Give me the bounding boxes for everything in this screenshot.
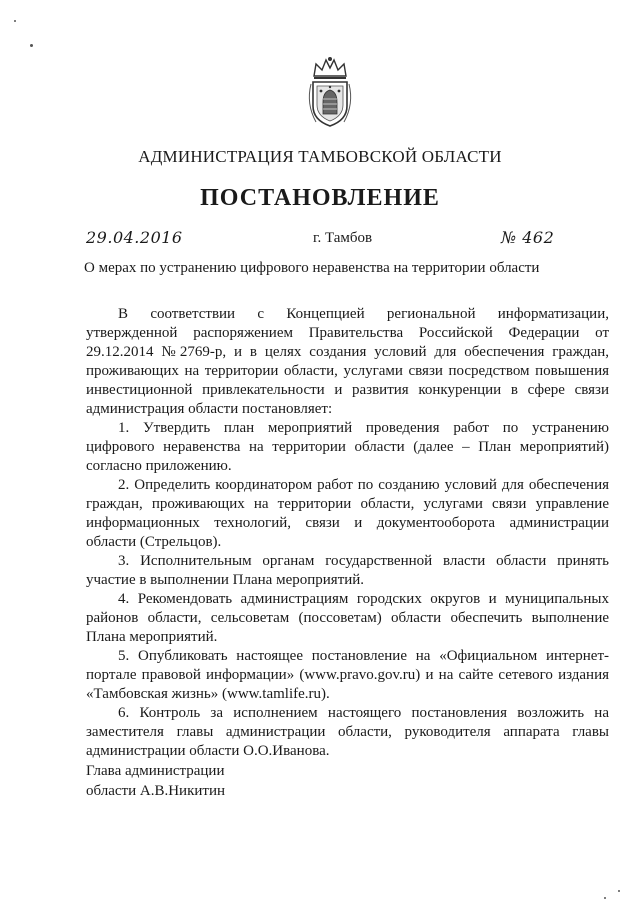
signature-name: области А.В.Никитин	[86, 783, 226, 799]
organization-name: АДМИНИСТРАЦИЯ ТАМБОВСКОЙ ОБЛАСТИ	[138, 147, 502, 166]
item-paragraph: 5. Опубликовать настоящее постановление на «Официальном интернет-портале правовой информации» (www.pravo.gov.ru) и на сайте сетевого издания «Тамбовская жизнь» (www.tamlife.ru).	[86, 648, 609, 702]
scan-speck	[618, 890, 620, 892]
document-city: г. Тамбов	[313, 230, 373, 246]
tambov-coat-of-arms-icon	[304, 54, 356, 130]
document-date: 29.04.2016	[86, 228, 183, 247]
scan-speck	[604, 897, 606, 899]
item-paragraph: 2. Определить координатором работ по созданию условий для обеспечения граждан, проживающих на территории области, услугами связи управление информационных технологий, связи и документооборота администрации области (Стрельцов).	[86, 477, 609, 550]
signature-block	[86, 761, 225, 801]
item-paragraph: 3. Исполнительным органам государственной власти области принять участие в выполнении Плана мероприятий.	[86, 553, 609, 588]
signature-title: Глава администрации	[86, 763, 225, 779]
document-type-title: ПОСТАНОВЛЕНИЕ	[200, 185, 440, 211]
document-number: № 462	[501, 228, 555, 247]
document-subject: О мерах по устранению цифрового неравенства на территории области	[84, 260, 540, 276]
scan-speck	[30, 44, 33, 47]
document-body	[86, 305, 609, 761]
scan-speck	[14, 20, 16, 22]
item-paragraph: 1. Утвердить план мероприятий проведения работ по устранению цифрового неравенства на территории области (далее – План мероприятий) согласно приложению.	[86, 420, 609, 474]
item-paragraph: 6. Контроль за исполнением настоящего постановления возложить на заместителя главы администрации области, руководителя аппарата главы администрации области О.О.Иванова.	[86, 705, 609, 759]
preamble-paragraph: В соответствии с Концепцией региональной информатизации, утвержденной распоряжением Правительства Российской Федерации от 29.12.2014 №2769-р, и в целях создания условий для обеспечения граждан, проживающих на территории области, услугами связи посредством повышения инвестиционной привлекательности и развития конкуренции в сфере связи администрация области постановляет:	[86, 306, 609, 417]
item-paragraph: 4. Рекомендовать администрациям городских округов и муниципальных районов области, сельсоветам (поссоветам) области обеспечить выполнение Плана мероприятий.	[86, 591, 609, 645]
